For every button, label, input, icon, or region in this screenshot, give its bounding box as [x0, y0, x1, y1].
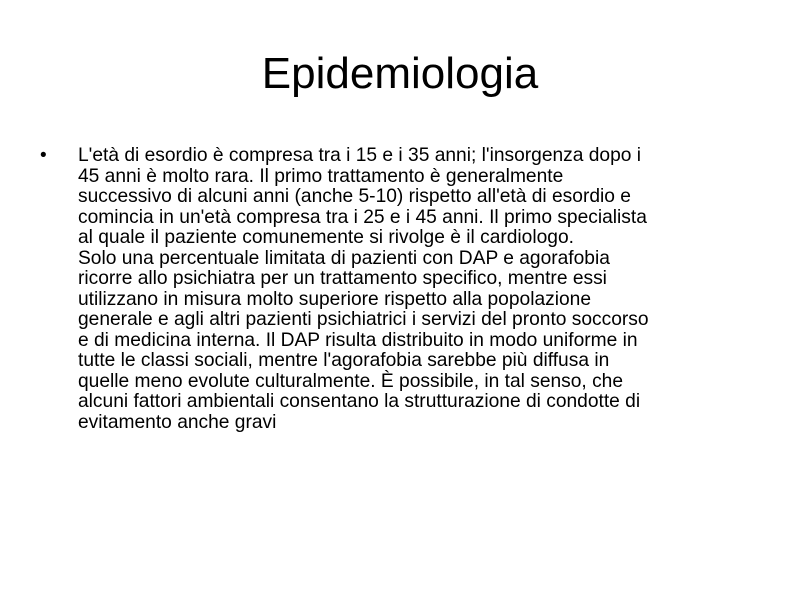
text-line: utilizzano in misura molto superiore rispetto alla popolazione	[78, 288, 592, 310]
text-line: alcuni fattori ambientali consentano la strutturazione di condotte di	[78, 391, 641, 412]
text-line: L'età di esordio è compresa tra i 15 e i 35 anni; l'insorgenza dopo i	[78, 145, 642, 166]
text-line: successivo di alcuni anni (anche 5-10) rispetto all'età di esordio e	[78, 186, 631, 207]
text-line: evitamento anche gravi	[78, 411, 277, 433]
text-line: ricorre allo psichiatra per un trattamento specifico, mentre essi	[78, 268, 607, 289]
text-line: Solo una percentuale limitata di pazienti con DAP e agorafobia	[78, 247, 610, 269]
bullet-list	[40, 146, 760, 433]
bullet-icon: •	[40, 145, 47, 166]
text-line: generale e agli altri pazienti psichiatrici i servizi del pronto soccorso	[78, 309, 649, 330]
text-line: e di medicina interna. Il DAP risulta distribuito in modo uniforme in	[78, 329, 638, 351]
text-line: quelle meno evolute culturalmente. È possibile, in tal senso, che	[78, 370, 624, 392]
slide-title: Epidemiologia	[261, 49, 539, 98]
text-line: al quale il paziente comunemente si rivolge è il cardiologo.	[78, 227, 574, 248]
bullet-text	[78, 146, 760, 433]
bullet-item	[40, 146, 760, 433]
text-line: comincia in un'età compresa tra i 25 e i 45 anni. Il primo specialista	[78, 206, 647, 228]
text-line: tutte le classi sociali, mentre l'agorafobia sarebbe più diffusa in	[78, 350, 610, 371]
text-line: 45 anni è molto rara. Il primo trattamento è generalmente	[78, 165, 564, 187]
